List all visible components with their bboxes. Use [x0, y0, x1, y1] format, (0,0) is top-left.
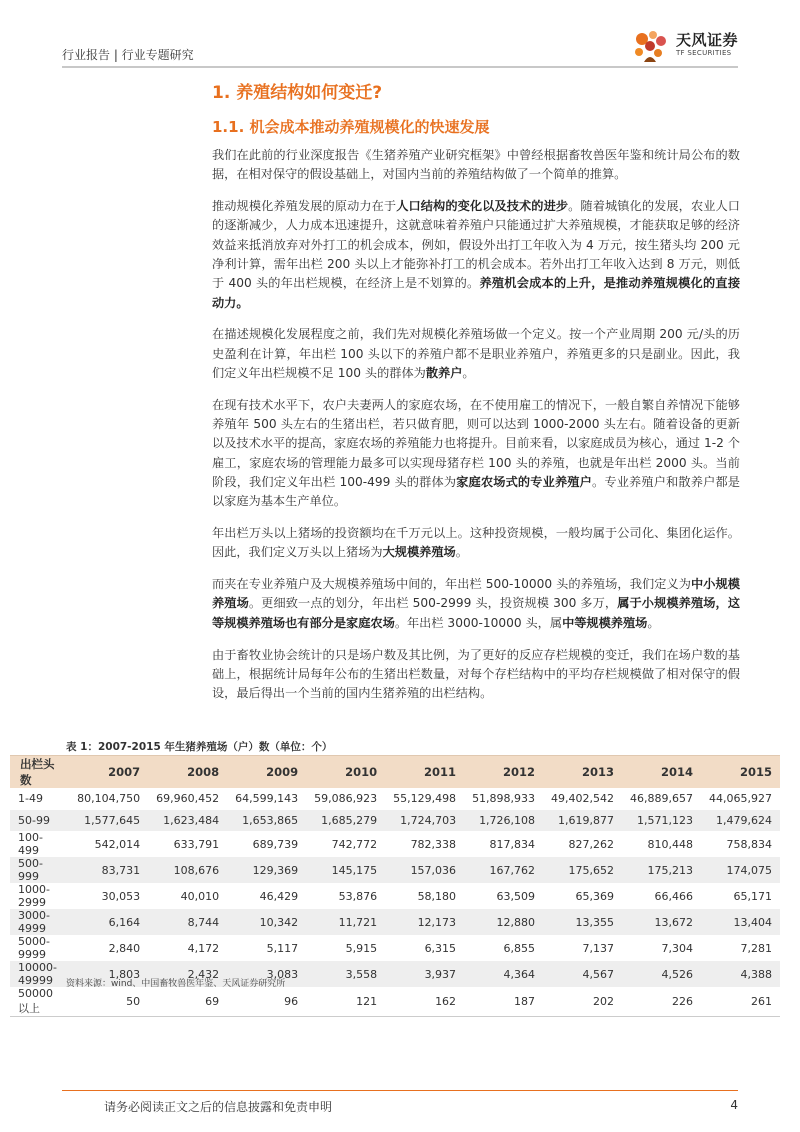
table-row: [10, 788, 780, 810]
header-cell: 2013: [543, 756, 622, 789]
footer-disclaimer: 请务必阅读正文之后的信息披露和免责申明: [104, 1100, 333, 1114]
header-cell: 2012: [464, 756, 543, 789]
table-cell: 46,429: [259, 889, 299, 903]
header-cell: 2010: [306, 756, 385, 789]
table-cell: 4,388: [701, 961, 780, 987]
table-cell: 7,137: [582, 941, 615, 955]
paragraph: [212, 325, 740, 383]
company-logo: [630, 28, 738, 62]
text: 由于畜牧业协会统计的只是场户数及其比例，为了更好的反应存栏规模的变迁，我们在场户数的基础上，根据统计局每年公布的生猪出栏数量，对每个存栏结构中的平均存栏规模做了相对保守的假设，最后得出一个当前的国内生猪养殖的出栏结构。: [212, 647, 740, 701]
row-label-cell: 50000 以上: [10, 987, 69, 1017]
table-cell: 46,889,657: [630, 792, 694, 806]
table-row: [10, 831, 780, 857]
row-label-cell: 50-99: [10, 810, 69, 832]
table-cell: 83,731: [69, 857, 148, 883]
table-cell: 129,369: [227, 857, 306, 883]
header-cell: 出栏头数: [10, 756, 69, 789]
table-cell: 827,262: [568, 837, 615, 851]
table-cell: 2,840: [108, 941, 141, 955]
flower-logo-icon: [630, 28, 672, 62]
text: 。更细致一点的划分，年出栏 500-2999 头，投资规模 300 多万，: [248, 596, 618, 611]
table-cell: 7,281: [740, 941, 772, 955]
text: 在描述规模化发展程度之前，我们先对规模化养殖场做一个定义。按一个产业周期 200 元/头的历史盈利在计算，年出栏 100 头以下的养殖户都不是职业养殖户，养殖更多的只是副业。因此，我们定义年出栏规模不足 100 头的群体为: [212, 327, 740, 380]
table-row: [10, 909, 780, 935]
header-cell: 2009: [227, 756, 306, 789]
table-cell: 65,369: [575, 889, 615, 903]
header-cell: 2014: [622, 756, 701, 789]
text: 推动规模化养殖发展的原动力在于: [212, 199, 397, 214]
table-cell: 59,086,923: [314, 792, 378, 806]
table-cell: 4,172: [187, 941, 220, 955]
row-label-cell: 3000-4999: [10, 909, 69, 935]
table-cell: 50: [69, 987, 148, 1017]
table-cell: 13,672: [622, 909, 701, 935]
bold-text: 中小规模养殖场: [212, 577, 740, 611]
table-cell: 1,577,645: [69, 810, 148, 832]
table-row: [10, 935, 780, 961]
table-cell: 810,448: [647, 837, 694, 851]
table-cell: 261: [701, 987, 780, 1017]
text: 而夹在专业养殖户及大规模养殖场中间的，年出栏 500-10000 头的养殖场，我们定义为: [212, 577, 692, 592]
table-cell: 1,685,279: [306, 810, 385, 832]
table-cell: 3,558: [306, 961, 385, 987]
table-header-row: [10, 756, 780, 789]
table-cell: 96: [227, 987, 306, 1017]
table-cell: 65,171: [733, 889, 772, 903]
table-cell: 30,053: [101, 889, 141, 903]
table-cell: 758,834: [726, 837, 772, 851]
table-cell: 40,010: [180, 889, 220, 903]
header-cell: 2007: [69, 756, 148, 789]
table-cell: 121: [306, 987, 385, 1017]
table-source: 资料来源：wind、中国畜牧兽医年鉴、天风证券研究所: [66, 979, 286, 989]
bold-text: 属于小规模养殖场，这等规模养殖场也有部分是家庭农场: [212, 596, 741, 630]
table-cell: 53,876: [338, 889, 378, 903]
row-label-cell: 10000-49999: [10, 961, 69, 987]
table-cell: 66,466: [654, 889, 694, 903]
paragraph: [212, 524, 740, 563]
table-cell: 7,304: [661, 941, 694, 955]
text: 。: [647, 615, 660, 630]
text: 我们在此前的行业深度报告《生猪养殖产业研究框架》中曾经根据畜牧兽医年鉴和统计局公布的数据，在相对保守的假设基础上，对国内当前的养殖结构做了一个简单的推算。: [212, 148, 740, 182]
table-row: [10, 810, 780, 832]
table-cell: 63,509: [496, 889, 536, 903]
table-cell: 202: [543, 987, 622, 1017]
body-text: [212, 146, 740, 716]
table-cell: 742,772: [331, 837, 378, 851]
table-cell: 1,724,703: [385, 810, 464, 832]
table-cell: 69: [148, 987, 227, 1017]
table-cell: 175,652: [543, 857, 622, 883]
table-cell: 5,117: [266, 941, 299, 955]
subsection-heading: 1.1. 机会成本推动养殖规模化的快速发展: [212, 118, 490, 136]
header-cell: 2011: [385, 756, 464, 789]
footer-divider: [62, 1090, 738, 1091]
table-cell: 6,315: [424, 941, 457, 955]
logo-chinese-name: 天风证券: [675, 31, 738, 49]
text: 。专业养殖户和散养户都是以家庭为基本生产单位。: [212, 474, 740, 509]
table-cell: 108,676: [148, 857, 227, 883]
text: 。: [455, 545, 468, 560]
paragraph: [212, 197, 740, 313]
text: 年出栏万头以上猪场的投资额均在千万元以上。这种投资规模，一般均属于公司化、集团化运作。因此，我们定义万头以上猪场为: [212, 526, 740, 560]
section-heading: 1. 养殖结构如何变迁?: [212, 83, 383, 103]
table-cell: 10,342: [227, 909, 306, 935]
table-cell: 782,338: [410, 837, 457, 851]
table-cell: 157,036: [385, 857, 464, 883]
table-cell: 4,526: [622, 961, 701, 987]
text: 。随着城镇化的发展，农业人口的逐渐减少，人力成本迅速提升，这就意味着养殖户只能通过扩大养殖规模，才能获取足够的经济效益来抵消放弃对外打工的机会成本，例如，假设外出打工年收入为 4 万元，按生猪头均 200 元净利计算，需年出栏 200 头以上才能弥补打工的机会成本。若外出打工年收入达到 8 万元，则低于 400 头的年出栏规模，在经济上是不划算的。: [212, 199, 740, 291]
table-cell: 226: [622, 987, 701, 1017]
bold-text: 家庭农场式的专业养殖户: [456, 474, 592, 489]
table-cell: 12,880: [464, 909, 543, 935]
header-cell: 2008: [148, 756, 227, 789]
bold-text: 养殖机会成本的上升，是推动养殖规模化的直接动力。: [212, 276, 741, 310]
row-label-cell: 5000-9999: [18, 935, 50, 962]
table-cell: 3,937: [385, 961, 464, 987]
table-cell: 49,402,542: [551, 792, 615, 806]
table-cell: 2,432: [148, 961, 227, 987]
row-label-cell: 1-49: [18, 792, 43, 806]
text: 。年出栏 3000-10000 头，属: [394, 615, 563, 630]
table-cell: 187: [464, 987, 543, 1017]
table-cell: 145,175: [306, 857, 385, 883]
table-cell: 4,567: [543, 961, 622, 987]
page-number: 4: [730, 1098, 738, 1112]
table-cell: 55,129,498: [393, 792, 457, 806]
table-cell: 1,571,123: [622, 810, 701, 832]
table-row: [10, 883, 780, 909]
table-cell: 44,065,927: [709, 792, 772, 806]
logo-english-name: TF SECURITIES: [675, 49, 732, 57]
bold-text: 大规模养殖场: [382, 545, 456, 560]
row-label-cell: 1000-2999: [18, 883, 50, 910]
table-caption: 表 1：2007-2015 年生猪养殖场（户）数（单位：个）: [66, 741, 333, 753]
table-cell: 64,599,143: [235, 792, 299, 806]
table-cell: 58,180: [417, 889, 457, 903]
bold-text: 中等规模养殖场: [562, 615, 648, 630]
text: 。: [462, 365, 475, 380]
table-cell: 80,104,750: [77, 792, 141, 806]
table-cell: 5,915: [345, 941, 378, 955]
table-cell: 3,083: [227, 961, 306, 987]
table-cell: 8,744: [148, 909, 227, 935]
table-cell: 6,164: [69, 909, 148, 935]
table-cell: 1,653,865: [227, 810, 306, 832]
table-cell: 1,803: [69, 961, 148, 987]
table-cell: 162: [385, 987, 464, 1017]
breadcrumb: 行业报告 | 行业专题研究: [62, 48, 194, 62]
table-cell: 542,014: [94, 837, 141, 851]
table-cell: 12,173: [385, 909, 464, 935]
table-cell: 4,364: [464, 961, 543, 987]
table-cell: 174,075: [701, 857, 780, 883]
table-row: [10, 987, 780, 1017]
paragraph: [212, 575, 740, 633]
table-cell: 11,721: [306, 909, 385, 935]
header-divider: [62, 66, 738, 68]
table-cell: 633,791: [173, 837, 220, 851]
paragraph: [212, 146, 740, 185]
table-cell: 1,619,877: [543, 810, 622, 832]
table-cell: 1,479,624: [701, 810, 780, 832]
table-cell: 69,960,452: [156, 792, 220, 806]
table-cell: 175,213: [622, 857, 701, 883]
text: 在现有技术水平下，农户夫妻两人的家庭农场，在不使用雇工的情况下，一般自繁自养情况下能够养殖年 500 头左右的生猪出栏，若只做育肥，则可以达到 1000-2000 头左右。随着设备的更新以及技术水平的提高，家庭农场的养殖能力也将提升。目前来看，以家庭成员为核心，通过 1-2 个雇工，家庭农场的管理能力最多可以实现母猪存栏 100 头的养殖，也就是年出栏 2000 头。当前阶段，我们定义年出栏 100-499 头的群体为: [212, 397, 740, 489]
bold-text: 人口结构的变化以及技术的进步: [396, 199, 569, 214]
paragraph: [212, 646, 740, 704]
row-label-cell: 100-499: [18, 831, 43, 858]
table-cell: 6,855: [503, 941, 536, 955]
table-cell: 689,739: [252, 837, 299, 851]
paragraph: [212, 396, 740, 512]
row-label-cell: 500-999: [10, 857, 69, 883]
table-row: [10, 857, 780, 883]
table-cell: 817,834: [489, 837, 536, 851]
table-cell: 1,623,484: [148, 810, 227, 832]
table-cell: 51,898,933: [472, 792, 536, 806]
bold-text: 散养户: [425, 365, 463, 380]
header-cell: 2015: [701, 756, 780, 789]
table-cell: 13,355: [543, 909, 622, 935]
table-cell: 1,726,108: [464, 810, 543, 832]
table-cell: 167,762: [464, 857, 543, 883]
table-cell: 13,404: [701, 909, 780, 935]
